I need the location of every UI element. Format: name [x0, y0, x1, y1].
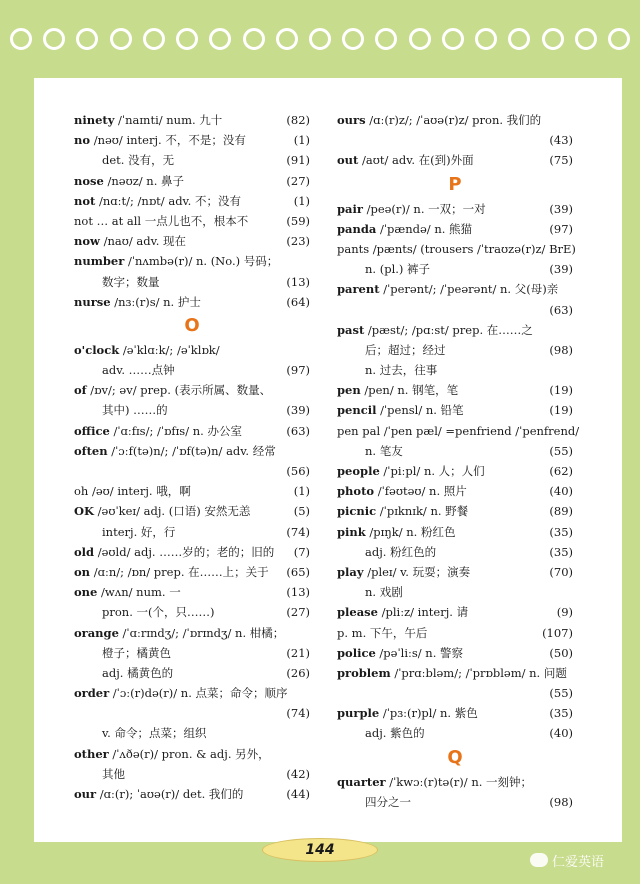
- glossary-line: [74, 522, 310, 542]
- unit-page-reference: (43): [549, 133, 573, 148]
- glossary-line: [337, 380, 573, 400]
- glossary-line: [74, 110, 310, 130]
- headword: pair: [337, 201, 363, 216]
- ring-ornament: [10, 28, 32, 50]
- ring-ornament: [409, 28, 431, 50]
- headword: orange: [74, 625, 119, 640]
- unit-page-reference: (39): [549, 262, 573, 277]
- glossary-line: [337, 360, 573, 380]
- definition-text: 其他: [102, 766, 125, 781]
- glossary-line: [74, 380, 310, 400]
- definition-text: /nɑːt/; /nɒt/ adv. 不；没有: [95, 193, 241, 208]
- definition-text: /ˈkwɔː(r)tə(r)/ n. 一刻钟；: [385, 774, 533, 789]
- unit-page-reference: (13): [286, 274, 310, 289]
- ring-ornament: [76, 28, 98, 50]
- headword: problem: [337, 665, 391, 680]
- ring-ornament: [608, 28, 630, 50]
- definition-text: /ˈnʌmbə(r)/ n. (No.) 号码；: [124, 254, 279, 269]
- glossary-column-right: [337, 110, 580, 812]
- unit-page-reference: (27): [286, 605, 310, 620]
- glossary-line: [337, 772, 573, 792]
- section-letter-p: P: [448, 173, 462, 195]
- glossary-line: [74, 582, 310, 602]
- definition-text: /ˈɑːrɪndʒ/; /ˈɒrɪndʒ/ n. 柑橘；: [118, 625, 285, 640]
- headword: o'clock: [74, 342, 120, 357]
- definition-text: oh /əʊ/ interj. 哦，啊: [74, 484, 191, 499]
- unit-page-reference: (107): [542, 625, 573, 640]
- glossary-line: [337, 522, 573, 542]
- headword: not: [74, 193, 96, 208]
- headword: picnic: [337, 504, 377, 519]
- ring-ornament: [375, 28, 397, 50]
- glossary-line: [74, 421, 310, 441]
- definition-text: /ˈpændə/ n. 熊猫: [376, 221, 473, 236]
- unit-page-reference: (21): [286, 645, 310, 660]
- unit-page-reference: (97): [286, 363, 310, 378]
- glossary-line: [337, 340, 573, 360]
- definition-text: /pɪŋk/ n. 粉红色: [365, 524, 456, 539]
- ring-ornament: [110, 28, 132, 50]
- definition-text: /ˈpɜː(r)pl/ n. 紫色: [379, 706, 478, 721]
- glossary-line: [74, 764, 310, 784]
- definition-text: v. 命令；点菜；组织: [102, 726, 207, 741]
- definition-text: adv. ……点钟: [102, 363, 175, 378]
- right-margin-band: [622, 78, 640, 848]
- glossary-line: [74, 562, 310, 582]
- glossary-line: [337, 461, 573, 481]
- glossary-line: [337, 582, 573, 602]
- unit-page-reference: (74): [286, 706, 310, 721]
- glossary-line: [74, 150, 310, 170]
- glossary-line: [74, 461, 310, 481]
- glossary-line: [74, 171, 310, 191]
- glossary-line: [337, 723, 573, 743]
- ring-ornament: [243, 28, 265, 50]
- definition-text: adj. 紫色的: [365, 726, 425, 741]
- glossary-line: [337, 643, 573, 663]
- glossary-line: [74, 130, 310, 150]
- unit-page-reference: (40): [549, 726, 573, 741]
- unit-page-reference: (35): [549, 524, 573, 539]
- unit-page-reference: (97): [549, 221, 573, 236]
- definition-text: p. m. 下午，午后: [337, 625, 428, 640]
- glossary-line: [74, 744, 310, 764]
- unit-page-reference: (75): [549, 153, 573, 168]
- glossary-line: [337, 300, 573, 320]
- glossary-line: [337, 441, 573, 461]
- definition-text: /peə(r)/ n. 一双；一对: [362, 201, 486, 216]
- ring-ornament: [276, 28, 298, 50]
- headword: photo: [337, 484, 375, 499]
- unit-page-reference: (44): [286, 787, 310, 801]
- page-number: 144: [305, 842, 335, 858]
- glossary-line: [337, 703, 573, 723]
- definition-text: pants /pænts/ (trousers /ˈtraʊzə(r)z/ BrE): [337, 241, 576, 256]
- definition-text: /ˈʌðə(r)/ pron. & adj. 另外，: [108, 746, 270, 761]
- unit-page-reference: (62): [549, 464, 573, 478]
- glossary-line: [74, 481, 310, 501]
- ring-ornament: [475, 28, 497, 50]
- definition-text: 橙子；橘黄色: [102, 645, 171, 660]
- definition-text: interj. 好，行: [102, 524, 176, 539]
- headword: parent: [337, 282, 380, 297]
- glossary-line: [74, 360, 310, 380]
- ring-ornament: [43, 28, 65, 50]
- unit-page-reference: (82): [286, 113, 310, 127]
- unit-page-reference: (63): [549, 302, 573, 317]
- ring-ornament: [442, 28, 464, 50]
- headword: please: [337, 605, 378, 620]
- unit-page-reference: (5): [293, 504, 310, 519]
- unit-page-reference: (23): [286, 234, 310, 249]
- unit-page-reference: (98): [549, 794, 573, 809]
- headword: police: [337, 645, 376, 660]
- glossary-line: [74, 272, 310, 292]
- glossary-line: [337, 421, 580, 441]
- unit-page-reference: (1): [293, 484, 310, 499]
- headword: out: [337, 153, 359, 168]
- headword: nose: [74, 173, 104, 188]
- definition-text: not … at all 一点儿也不，根本不: [74, 213, 249, 228]
- definition-text: 后；超过；经过: [365, 342, 446, 357]
- glossary-line: [74, 784, 310, 804]
- unit-page-reference: (39): [286, 403, 310, 418]
- definition-text: /ˈprɑːbləm/; /ˈprɒbləm/ n. 问题: [390, 665, 567, 680]
- headword: past: [337, 322, 365, 337]
- headword: often: [74, 443, 108, 458]
- definition-text: /ˈnaɪnti/ num. 九十: [114, 113, 223, 127]
- headword: ours: [337, 113, 366, 127]
- watermark-text: 仁爱英语: [552, 854, 605, 870]
- ring-ornament: [176, 28, 198, 50]
- glossary-line: [74, 643, 310, 663]
- headword: people: [337, 464, 380, 478]
- definition-text: /wʌn/ num. 一: [97, 585, 181, 600]
- unit-page-reference: (55): [549, 443, 573, 458]
- ring-ornament: [508, 28, 530, 50]
- unit-page-reference: (74): [286, 524, 310, 539]
- unit-page-reference: (35): [549, 544, 573, 559]
- definition-text: /ɑːn/; /ɒn/ prep. 在……上；关于: [90, 564, 269, 579]
- ring-ornament: [342, 28, 364, 50]
- definition-text: /naʊ/ adv. 现在: [99, 234, 187, 249]
- definition-text: adj. 粉红色的: [365, 544, 437, 559]
- definition-text: /aʊt/ adv. 在(到)外面: [358, 153, 474, 168]
- unit-page-reference: (56): [286, 464, 310, 478]
- definition-text: n. 笔友: [365, 443, 403, 458]
- glossary-line: [74, 723, 310, 743]
- definition-text: /ˈperənt/; /ˈpeərənt/ n. 父(母)亲: [379, 282, 559, 297]
- glossary-line: [337, 623, 573, 643]
- glossary-line: [337, 400, 573, 420]
- unit-page-reference: (50): [549, 645, 573, 660]
- definition-text: det. 没有，无: [102, 153, 175, 168]
- unit-page-reference: (70): [549, 564, 573, 579]
- glossary-line: [74, 542, 310, 562]
- headword: no: [74, 133, 91, 148]
- definition-text: /nəʊ/ interj. 不，不是；没有: [90, 133, 246, 148]
- header-ring-row: [0, 18, 640, 62]
- glossary-line: [337, 150, 573, 170]
- definition-text: /nɜː(r)s/ n. 护士: [110, 294, 201, 309]
- definition-text: n. (pl.) 裤子: [365, 262, 431, 277]
- glossary-line: [74, 340, 310, 360]
- glossary-line: [74, 441, 310, 461]
- unit-page-reference: (55): [549, 686, 573, 701]
- section-letter-o: O: [184, 314, 200, 336]
- glossary-line: [337, 279, 573, 299]
- definition-text: /nəʊz/ n. 鼻子: [103, 173, 185, 188]
- definition-text: /pliːz/ interj. 请: [377, 605, 469, 620]
- glossary-line: [74, 251, 310, 271]
- unit-page-reference: (89): [549, 504, 573, 519]
- definition-text: pron. 一(个，只……): [102, 605, 215, 620]
- ring-ornament: [209, 28, 231, 50]
- glossary-line: [337, 602, 573, 622]
- headword: now: [74, 234, 100, 249]
- unit-page-reference: (59): [286, 213, 310, 228]
- definition-text: 其中) ……的: [102, 403, 168, 418]
- page-header-band: [0, 0, 640, 78]
- unit-page-reference: (40): [549, 484, 573, 499]
- headword: on: [74, 564, 91, 579]
- headword: panda: [337, 221, 377, 236]
- glossary-line: [337, 130, 573, 150]
- page-number-badge: [262, 838, 378, 862]
- definition-text: /ɑː(r); ˈaʊə(r)/ det. 我们的: [96, 787, 244, 801]
- glossary-line: [337, 259, 573, 279]
- watermark: [530, 848, 604, 872]
- glossary-line: [74, 602, 310, 622]
- headword: one: [74, 585, 98, 600]
- definition-text: /pæst/; /pɑːst/ prep. 在……之: [364, 322, 533, 337]
- headword: other: [74, 746, 109, 761]
- headword: purple: [337, 706, 380, 721]
- section-letter-q: Q: [447, 746, 463, 768]
- definition-text: /ˈpiːpl/ n. 人；人们: [379, 464, 485, 478]
- glossary-line: [74, 231, 310, 251]
- headword: old: [74, 544, 95, 559]
- wechat-icon: [530, 853, 548, 867]
- glossary-line: [337, 219, 573, 239]
- glossary-line: [74, 191, 310, 211]
- glossary-line: [74, 703, 310, 723]
- definition-text: /ˈpɪknɪk/ n. 野餐: [376, 504, 469, 519]
- glossary-line: [337, 562, 573, 582]
- definition-text: /ˈɑːfɪs/; /ˈɒfɪs/ n. 办公室: [109, 423, 242, 438]
- headword: pencil: [337, 403, 377, 418]
- headword: number: [74, 254, 125, 269]
- headword: our: [74, 787, 97, 801]
- definition-text: /əˈklɑːk/; /əˈklɒk/: [119, 342, 220, 357]
- headword: nurse: [74, 294, 111, 309]
- definition-text: 四分之一: [365, 794, 411, 809]
- unit-page-reference: (19): [549, 403, 573, 418]
- definition-text: 数字；数量: [102, 274, 160, 289]
- definition-text: /pen/ n. 钢笔，笔: [360, 383, 459, 398]
- ring-ornament: [143, 28, 165, 50]
- glossary-line: [337, 320, 573, 340]
- definition-text: /ˈɔːf(tə)n/; /ˈɒf(tə)n/ adv. 经常: [107, 443, 276, 458]
- glossary-line: [74, 400, 310, 420]
- headword: of: [74, 383, 87, 398]
- definition-text: /ˈɔː(r)də(r)/ n. 点菜；命令；顺序: [109, 686, 288, 701]
- headword: pink: [337, 524, 366, 539]
- definition-text: /əʊˈkeɪ/ adj. (口语) 安然无恙: [94, 504, 251, 519]
- glossary-line: [74, 623, 310, 643]
- unit-page-reference: (35): [549, 706, 573, 721]
- definition-text: adj. 橘黄色的: [102, 665, 174, 680]
- definition-text: /ˈfəʊtəʊ/ n. 照片: [374, 484, 467, 499]
- glossary-line: [337, 199, 573, 219]
- glossary-line: [74, 663, 310, 683]
- glossary-line: [337, 239, 576, 259]
- unit-page-reference: (39): [549, 201, 573, 216]
- unit-page-reference: (98): [549, 342, 573, 357]
- unit-page-reference: (26): [286, 665, 310, 680]
- unit-page-reference: (13): [286, 585, 310, 600]
- glossary-line: [337, 792, 573, 812]
- ring-ornament: [309, 28, 331, 50]
- unit-page-reference: (64): [286, 294, 310, 309]
- left-margin-band: [0, 78, 34, 848]
- glossary-line: [337, 110, 573, 130]
- definition-text: /pəˈliːs/ n. 警察: [375, 645, 464, 660]
- unit-page-reference: (63): [286, 423, 310, 438]
- headword: office: [74, 423, 110, 438]
- headword: ninety: [74, 113, 115, 127]
- definition-text: n. 过去，往事: [365, 363, 438, 378]
- glossary-line: [337, 683, 573, 703]
- unit-page-reference: (7): [293, 544, 310, 559]
- headword: quarter: [337, 774, 386, 789]
- glossary-line: [74, 501, 310, 521]
- glossary-line: [337, 663, 573, 683]
- headword: OK: [74, 504, 95, 519]
- unit-page-reference: (9): [556, 605, 573, 620]
- glossary-column-left: [74, 110, 310, 804]
- unit-page-reference: (42): [286, 766, 310, 781]
- definition-text: /əʊld/ adj. ……岁的；老的；旧的: [94, 544, 275, 559]
- unit-page-reference: (91): [286, 153, 310, 168]
- glossary-line: [337, 481, 573, 501]
- unit-page-reference: (19): [549, 383, 573, 398]
- unit-page-reference: (1): [293, 133, 310, 148]
- glossary-line: [337, 501, 573, 521]
- unit-page-reference: (1): [293, 193, 310, 208]
- definition-text: /ɒv/; əv/ prep. (表示所属、数量、: [86, 383, 272, 398]
- unit-page-reference: (65): [286, 564, 310, 579]
- glossary-line: [74, 211, 310, 231]
- unit-page-reference: (27): [286, 173, 310, 188]
- ring-ornament: [575, 28, 597, 50]
- headword: order: [74, 686, 110, 701]
- glossary-line: [337, 542, 573, 562]
- ring-ornament: [542, 28, 564, 50]
- definition-text: pen pal /ˈpen pæl/ =penfriend /ˈpenfrend/: [337, 423, 580, 438]
- headword: pen: [337, 383, 361, 398]
- glossary-line: [74, 683, 310, 703]
- definition-text: /ˈpensl/ n. 铅笔: [376, 403, 464, 418]
- definition-text: /pleɪ/ v. 玩耍；演奏: [363, 564, 471, 579]
- definition-text: n. 戏剧: [365, 585, 403, 600]
- definition-text: /ɑː(r)z/; /ˈaʊə(r)z/ pron. 我们的: [365, 113, 542, 127]
- headword: play: [337, 564, 364, 579]
- glossary-line: [74, 292, 310, 312]
